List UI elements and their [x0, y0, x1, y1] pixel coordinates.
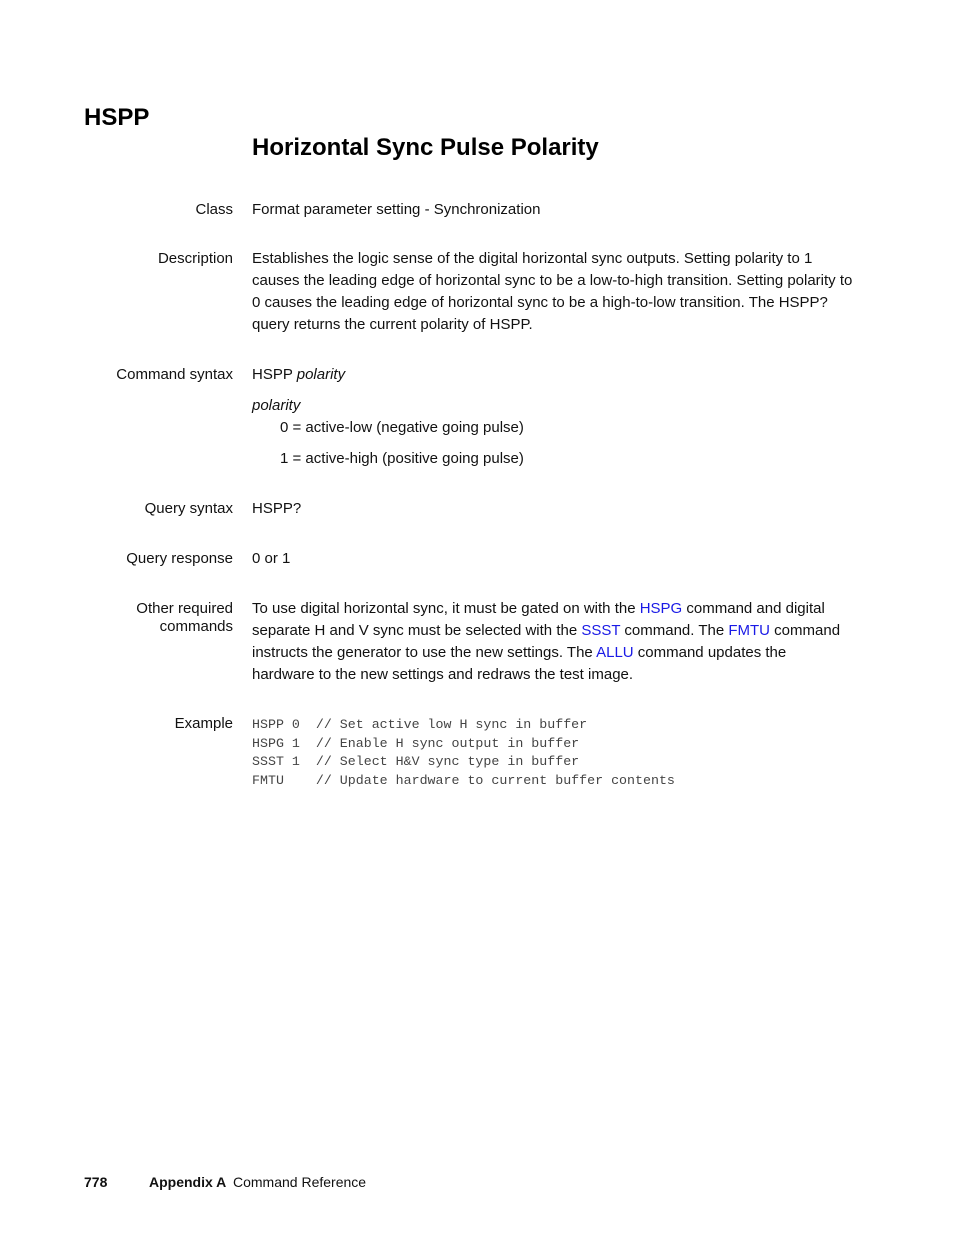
- description-line: Establishes the logic sense of the digital horizontal sync outputs. Setting polarity to 1: [252, 250, 813, 267]
- other-required-text: [252, 598, 872, 686]
- other-required-line: hardware to the new settings and redraws the test image.: [252, 666, 634, 683]
- text-run: command and digital: [682, 600, 825, 617]
- command-syntax-label: Command syntax: [116, 366, 233, 383]
- example-code: [252, 716, 675, 790]
- code-line: HSPP 0 // Set active low H sync in buffer: [252, 717, 588, 732]
- text-run: command: [770, 622, 841, 639]
- example-label: Example: [174, 715, 233, 732]
- param-heading: polarity: [252, 397, 301, 414]
- link-fmtu[interactable]: FMTU: [728, 622, 771, 639]
- footer-section: Appendix A: [149, 1174, 227, 1190]
- other-required-line: [252, 620, 872, 642]
- query-response-label: Query response: [126, 550, 233, 567]
- description-line: 0 causes the leading edge of horizontal sync to be a high-to-low transition. The HSPP?: [252, 294, 828, 311]
- code-line: SSST 1 // Select H&V sync type in buffer: [252, 754, 580, 770]
- page-title: Horizontal Sync Pulse Polarity: [252, 134, 599, 161]
- query-syntax-label: Query syntax: [144, 500, 233, 517]
- param-option-1: 1 = active-high (positive going pulse): [280, 450, 524, 467]
- other-required-label-line: Other required: [136, 600, 233, 617]
- description-line: query returns the current polarity of HSPP.: [252, 316, 533, 333]
- text-run: To use digital horizontal sync, it must be gated on with the: [252, 600, 640, 617]
- link-allu[interactable]: ALLU: [596, 644, 634, 661]
- command-syntax-param: polarity: [296, 366, 346, 383]
- other-required-line: [252, 598, 872, 620]
- text-run: command. The: [620, 622, 729, 639]
- link-ssst[interactable]: SSST: [581, 622, 621, 639]
- query-syntax-value: HSPP?: [252, 500, 302, 517]
- class-value: Format parameter setting - Synchronization: [252, 201, 541, 218]
- other-required-label: [84, 600, 233, 636]
- text-run: separate H and V sync must be selected with the: [252, 622, 582, 639]
- code-line: FMTU // Update hardware to current buffer contents: [252, 772, 675, 788]
- param-option-0: 0 = active-low (negative going pulse): [280, 419, 524, 436]
- code-line: HSPG 1 // Enable H sync output in buffer: [252, 735, 580, 751]
- description-line: causes the leading edge of horizontal sync to be a low-to-high transition. Setting polarity to: [252, 272, 853, 289]
- page-number: 778: [84, 1174, 108, 1190]
- link-hspg[interactable]: HSPG: [639, 600, 683, 617]
- other-required-line: [252, 642, 872, 664]
- class-label: Class: [195, 201, 233, 218]
- other-required-label-line: commands: [159, 618, 233, 635]
- command-syntax-command: HSPP: [252, 366, 293, 383]
- query-response-value: 0 or 1: [252, 550, 291, 567]
- command-code: HSPP: [84, 104, 150, 131]
- text-run: instructs the generator to use the new settings. The: [252, 644, 597, 661]
- description-text: [252, 248, 872, 336]
- command-syntax: [252, 364, 872, 386]
- footer-section-title: Command Reference: [233, 1174, 367, 1190]
- text-run: command updates the: [633, 644, 787, 661]
- description-label: Description: [157, 250, 233, 267]
